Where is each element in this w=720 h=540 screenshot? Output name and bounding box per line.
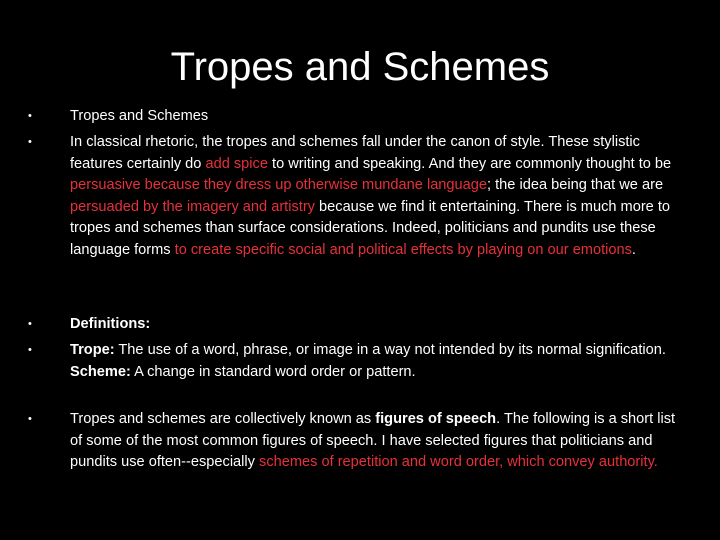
bullet-text: Tropes and Schemes [70,108,209,124]
body-text: because we find it entertaining. There is much more to tropes and schemes than surface considerations. Indeed, politicians and pundits use these language forms [70,198,671,258]
body-text: to writing and speaking. And they are commonly thought to be [267,155,672,172]
body-text: Tropes and schemes are collectively known as [70,411,376,427]
bullet-paragraph [70,132,680,262]
scheme-label: Scheme: [70,363,131,380]
bullet-dot-icon: • [28,110,32,122]
trope-definition: The use of a word, phrase, or image in a way not intended by its normal signification. [114,342,666,358]
trope-label: Trope: [70,342,115,358]
body-text: . [631,241,636,258]
bullet-dot-icon: • [28,136,32,148]
highlight-text: to create specific social and political effects by playing on our emotions [174,241,632,258]
bullet-text: Definitions: [70,316,151,332]
highlight-text: persuasive because they dress up otherwise mundane language [70,177,488,194]
bullet-dot-icon: • [28,413,32,425]
bullet-dot-icon: • [28,318,32,330]
bold-term: figures of speech [375,411,497,427]
highlight-text: schemes of repetition and word order, which convey authority. [259,454,658,471]
scheme-definition: A change in standard word order or pattern. [130,363,416,380]
slide-title: Tropes and Schemes [170,45,550,89]
body-text: In classical rhetoric, the tropes and schemes fall under the canon of style. These stylistic features certainly do [70,134,640,172]
bullet-dot-icon: • [28,344,32,356]
bullet-paragraph [70,409,680,474]
bullet-paragraph [70,340,680,383]
highlight-text: persuaded by the imagery and artistry [70,198,315,215]
highlight-text: add spice [205,155,268,172]
body-text: . The following is a short list of some of the most common figures of speech. I have selected figures that politicians and pundits use often--especially [70,411,676,471]
body-text: ; the idea being that we are [487,177,664,194]
